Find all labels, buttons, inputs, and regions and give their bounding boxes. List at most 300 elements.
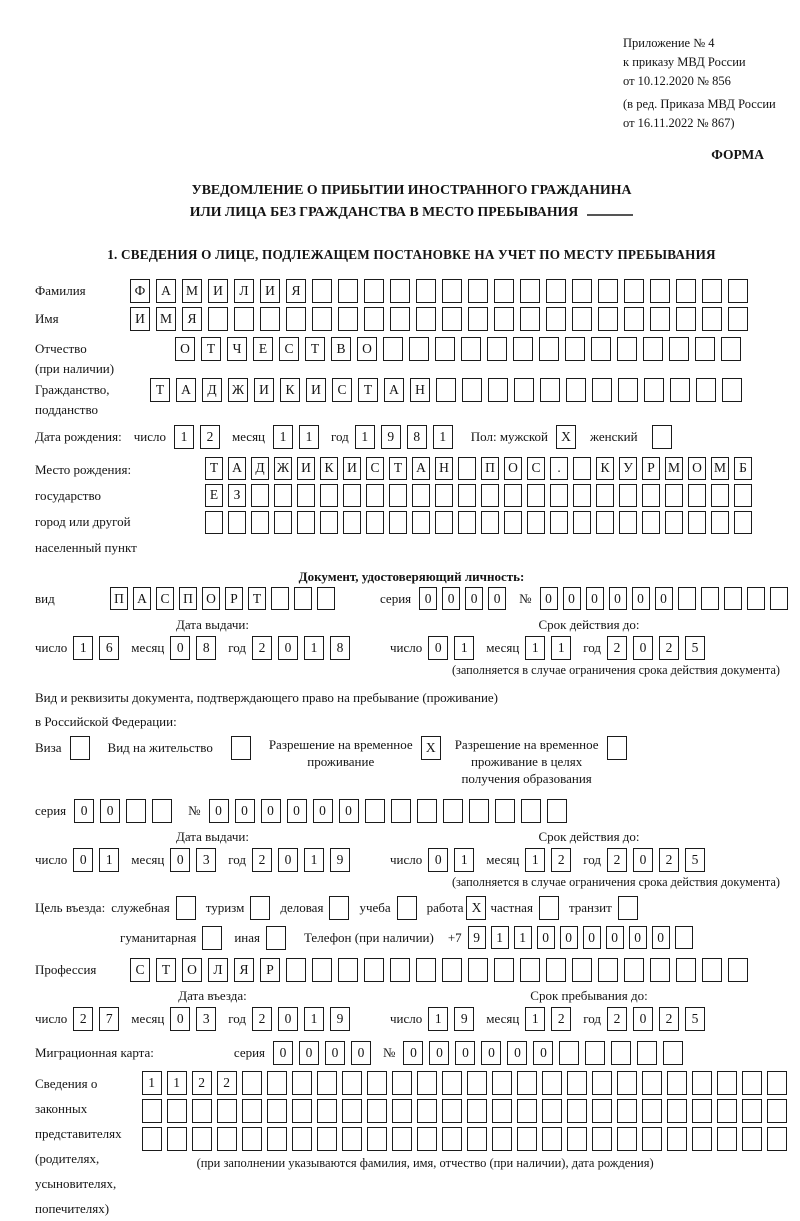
form-cell[interactable]: Р: [642, 457, 660, 480]
form-cell[interactable]: [366, 484, 384, 507]
form-cell[interactable]: 0: [429, 1041, 449, 1065]
form-cell[interactable]: 1: [299, 425, 319, 449]
form-cell[interactable]: [592, 1099, 612, 1123]
form-cell[interactable]: Я: [286, 279, 306, 303]
form-cell[interactable]: [624, 279, 644, 303]
form-cell[interactable]: 1: [525, 1007, 545, 1031]
form-cell[interactable]: [367, 1099, 387, 1123]
form-cell[interactable]: [596, 484, 614, 507]
form-cell[interactable]: 5: [685, 636, 705, 660]
form-cell[interactable]: 1: [454, 848, 474, 872]
form-cell[interactable]: [468, 279, 488, 303]
form-cell[interactable]: [734, 484, 752, 507]
form-cell[interactable]: Д: [251, 457, 269, 480]
form-cell[interactable]: [618, 896, 638, 920]
form-cell[interactable]: Т: [150, 378, 170, 402]
form-cell[interactable]: [467, 1127, 487, 1151]
form-cell[interactable]: [217, 1127, 237, 1151]
form-cell[interactable]: 0: [455, 1041, 475, 1065]
form-cell[interactable]: [767, 1127, 787, 1151]
form-cell[interactable]: [469, 799, 489, 823]
form-cell[interactable]: [228, 511, 246, 534]
form-cell[interactable]: [637, 1041, 657, 1065]
form-cell[interactable]: [192, 1099, 212, 1123]
form-cell[interactable]: А: [384, 378, 404, 402]
form-cell[interactable]: [619, 511, 637, 534]
form-cell[interactable]: [364, 279, 384, 303]
form-cell[interactable]: 9: [381, 425, 401, 449]
form-cell[interactable]: 2: [192, 1071, 212, 1095]
form-cell[interactable]: [520, 958, 540, 982]
form-cell[interactable]: [550, 511, 568, 534]
form-cell[interactable]: [342, 1099, 362, 1123]
form-cell[interactable]: 9: [468, 926, 486, 949]
form-cell[interactable]: 0: [507, 1041, 527, 1065]
form-cell[interactable]: 0: [209, 799, 229, 823]
form-cell[interactable]: [650, 279, 670, 303]
form-cell[interactable]: С: [527, 457, 545, 480]
form-cell[interactable]: [389, 484, 407, 507]
form-cell[interactable]: [540, 378, 560, 402]
form-cell[interactable]: [521, 799, 541, 823]
form-cell[interactable]: [292, 1099, 312, 1123]
form-cell[interactable]: Ж: [228, 378, 248, 402]
form-cell[interactable]: [467, 1099, 487, 1123]
form-cell[interactable]: [559, 1041, 579, 1065]
form-cell[interactable]: И: [208, 279, 228, 303]
form-cell[interactable]: [573, 484, 591, 507]
form-cell[interactable]: [504, 484, 522, 507]
form-cell[interactable]: [565, 337, 585, 361]
form-cell[interactable]: 0: [278, 848, 298, 872]
form-cell[interactable]: .: [550, 457, 568, 480]
form-cell[interactable]: С: [156, 587, 174, 610]
form-cell[interactable]: [342, 1071, 362, 1095]
form-cell[interactable]: [338, 958, 358, 982]
form-cell[interactable]: [481, 484, 499, 507]
form-cell[interactable]: [417, 1099, 437, 1123]
form-cell[interactable]: 0: [428, 636, 448, 660]
form-cell[interactable]: [142, 1127, 162, 1151]
form-cell[interactable]: [728, 307, 748, 331]
form-cell[interactable]: [692, 1071, 712, 1095]
form-cell[interactable]: 1: [428, 1007, 448, 1031]
form-cell[interactable]: М: [665, 457, 683, 480]
form-cell[interactable]: 1: [491, 926, 509, 949]
form-cell[interactable]: 1: [174, 425, 194, 449]
form-cell[interactable]: [202, 926, 222, 950]
form-cell[interactable]: [546, 958, 566, 982]
form-cell[interactable]: [667, 1127, 687, 1151]
form-cell[interactable]: 0: [278, 636, 298, 660]
form-cell[interactable]: [286, 958, 306, 982]
form-cell[interactable]: [412, 484, 430, 507]
form-cell[interactable]: 0: [563, 587, 581, 610]
form-cell[interactable]: [442, 307, 462, 331]
form-cell[interactable]: 2: [73, 1007, 93, 1031]
form-cell[interactable]: 1: [355, 425, 375, 449]
form-cell[interactable]: Р: [260, 958, 280, 982]
form-cell[interactable]: [389, 511, 407, 534]
form-cell[interactable]: 7: [99, 1007, 119, 1031]
form-cell[interactable]: 0: [481, 1041, 501, 1065]
form-cell[interactable]: [550, 484, 568, 507]
form-cell[interactable]: [242, 1071, 262, 1095]
form-cell[interactable]: [417, 1127, 437, 1151]
form-cell[interactable]: 0: [652, 926, 670, 949]
form-cell[interactable]: Л: [208, 958, 228, 982]
form-cell[interactable]: [592, 378, 612, 402]
form-cell[interactable]: Я: [182, 307, 202, 331]
form-cell[interactable]: 0: [170, 636, 190, 660]
form-cell[interactable]: [390, 958, 410, 982]
form-cell[interactable]: 2: [607, 1007, 627, 1031]
form-cell[interactable]: [442, 1099, 462, 1123]
form-cell[interactable]: [717, 1071, 737, 1095]
form-cell[interactable]: О: [202, 587, 220, 610]
form-cell[interactable]: [442, 1127, 462, 1151]
form-cell[interactable]: В: [331, 337, 351, 361]
form-cell[interactable]: 0: [442, 587, 460, 610]
form-cell[interactable]: [343, 484, 361, 507]
form-cell[interactable]: 2: [252, 1007, 272, 1031]
form-cell[interactable]: [392, 1071, 412, 1095]
form-cell[interactable]: С: [279, 337, 299, 361]
form-cell[interactable]: [271, 587, 289, 610]
form-cell[interactable]: 0: [419, 587, 437, 610]
form-cell[interactable]: 0: [488, 587, 506, 610]
form-cell[interactable]: [742, 1071, 762, 1095]
form-cell[interactable]: 0: [170, 848, 190, 872]
form-cell[interactable]: 2: [659, 848, 679, 872]
form-cell[interactable]: [542, 1099, 562, 1123]
form-cell[interactable]: [366, 511, 384, 534]
form-cell[interactable]: [397, 896, 417, 920]
form-cell[interactable]: 0: [339, 799, 359, 823]
form-cell[interactable]: 0: [73, 848, 93, 872]
form-cell[interactable]: Ж: [274, 457, 292, 480]
form-cell[interactable]: 1: [433, 425, 453, 449]
form-cell[interactable]: [742, 1099, 762, 1123]
form-cell[interactable]: [312, 958, 332, 982]
form-cell[interactable]: [458, 457, 476, 480]
form-cell[interactable]: [747, 587, 765, 610]
form-cell[interactable]: [392, 1099, 412, 1123]
form-cell[interactable]: [688, 511, 706, 534]
form-cell[interactable]: 2: [252, 848, 272, 872]
form-cell[interactable]: [320, 484, 338, 507]
form-cell[interactable]: [665, 511, 683, 534]
form-cell[interactable]: [70, 736, 90, 760]
form-cell[interactable]: Б: [734, 457, 752, 480]
form-cell[interactable]: [642, 1127, 662, 1151]
form-cell[interactable]: 8: [407, 425, 427, 449]
form-cell[interactable]: 0: [278, 1007, 298, 1031]
form-cell[interactable]: [462, 378, 482, 402]
form-cell[interactable]: 2: [252, 636, 272, 660]
form-cell[interactable]: 0: [583, 926, 601, 949]
form-cell[interactable]: 0: [261, 799, 281, 823]
form-cell[interactable]: 2: [607, 636, 627, 660]
form-cell[interactable]: X: [421, 736, 441, 760]
form-cell[interactable]: О: [182, 958, 202, 982]
form-cell[interactable]: [517, 1127, 537, 1151]
form-cell[interactable]: О: [688, 457, 706, 480]
form-cell[interactable]: [539, 896, 559, 920]
form-cell[interactable]: [495, 799, 515, 823]
form-cell[interactable]: [717, 1099, 737, 1123]
form-cell[interactable]: [675, 926, 693, 949]
form-cell[interactable]: А: [133, 587, 151, 610]
form-cell[interactable]: 2: [551, 848, 571, 872]
form-cell[interactable]: [663, 1041, 683, 1065]
form-cell[interactable]: [317, 1127, 337, 1151]
form-cell[interactable]: [364, 958, 384, 982]
form-cell[interactable]: [342, 1127, 362, 1151]
form-cell[interactable]: [542, 1071, 562, 1095]
form-cell[interactable]: [650, 958, 670, 982]
form-cell[interactable]: [514, 378, 534, 402]
form-cell[interactable]: 8: [196, 636, 216, 660]
form-cell[interactable]: 8: [330, 636, 350, 660]
form-cell[interactable]: [643, 337, 663, 361]
form-cell[interactable]: [467, 1071, 487, 1095]
form-cell[interactable]: [274, 511, 292, 534]
form-cell[interactable]: [167, 1099, 187, 1123]
form-cell[interactable]: Т: [248, 587, 266, 610]
form-cell[interactable]: [767, 1099, 787, 1123]
form-cell[interactable]: [517, 1071, 537, 1095]
form-cell[interactable]: И: [343, 457, 361, 480]
form-cell[interactable]: [458, 511, 476, 534]
form-cell[interactable]: [442, 1071, 462, 1095]
form-cell[interactable]: [669, 337, 689, 361]
form-cell[interactable]: 0: [465, 587, 483, 610]
form-cell[interactable]: 0: [633, 848, 653, 872]
form-cell[interactable]: 1: [304, 1007, 324, 1031]
form-cell[interactable]: О: [504, 457, 522, 480]
form-cell[interactable]: [624, 958, 644, 982]
form-cell[interactable]: С: [332, 378, 352, 402]
form-cell[interactable]: 5: [685, 848, 705, 872]
form-cell[interactable]: 1: [142, 1071, 162, 1095]
form-cell[interactable]: [546, 279, 566, 303]
form-cell[interactable]: [617, 337, 637, 361]
form-cell[interactable]: [527, 511, 545, 534]
form-cell[interactable]: [192, 1127, 212, 1151]
form-cell[interactable]: [343, 511, 361, 534]
form-cell[interactable]: З: [228, 484, 246, 507]
form-cell[interactable]: [152, 799, 172, 823]
form-cell[interactable]: И: [130, 307, 150, 331]
form-cell[interactable]: [650, 307, 670, 331]
form-cell[interactable]: [539, 337, 559, 361]
form-cell[interactable]: К: [280, 378, 300, 402]
form-cell[interactable]: Ф: [130, 279, 150, 303]
form-cell[interactable]: [317, 1099, 337, 1123]
form-cell[interactable]: С: [130, 958, 150, 982]
form-cell[interactable]: [260, 307, 280, 331]
form-cell[interactable]: С: [366, 457, 384, 480]
form-cell[interactable]: [728, 279, 748, 303]
form-cell[interactable]: [416, 307, 436, 331]
form-cell[interactable]: [267, 1127, 287, 1151]
form-cell[interactable]: 1: [514, 926, 532, 949]
form-cell[interactable]: 1: [273, 425, 293, 449]
form-cell[interactable]: Н: [435, 457, 453, 480]
form-cell[interactable]: [566, 378, 586, 402]
form-cell[interactable]: [338, 307, 358, 331]
form-cell[interactable]: [770, 587, 788, 610]
form-cell[interactable]: 2: [659, 636, 679, 660]
form-cell[interactable]: [711, 484, 729, 507]
form-cell[interactable]: [592, 1071, 612, 1095]
form-cell[interactable]: [688, 484, 706, 507]
form-cell[interactable]: [728, 958, 748, 982]
form-cell[interactable]: [542, 1127, 562, 1151]
form-cell[interactable]: [461, 337, 481, 361]
form-cell[interactable]: [468, 958, 488, 982]
form-cell[interactable]: 1: [525, 636, 545, 660]
form-cell[interactable]: И: [297, 457, 315, 480]
form-cell[interactable]: 0: [74, 799, 94, 823]
form-cell[interactable]: [624, 307, 644, 331]
form-cell[interactable]: 1: [525, 848, 545, 872]
form-cell[interactable]: [436, 378, 456, 402]
form-cell[interactable]: [392, 1127, 412, 1151]
form-cell[interactable]: [670, 378, 690, 402]
form-cell[interactable]: 2: [659, 1007, 679, 1031]
form-cell[interactable]: А: [412, 457, 430, 480]
form-cell[interactable]: И: [254, 378, 274, 402]
form-cell[interactable]: [607, 736, 627, 760]
form-cell[interactable]: [567, 1071, 587, 1095]
form-cell[interactable]: [205, 511, 223, 534]
form-cell[interactable]: [231, 736, 251, 760]
form-cell[interactable]: [676, 958, 696, 982]
form-cell[interactable]: [167, 1127, 187, 1151]
form-cell[interactable]: 2: [551, 1007, 571, 1031]
form-cell[interactable]: 9: [330, 1007, 350, 1031]
form-cell[interactable]: 0: [537, 926, 555, 949]
form-cell[interactable]: [598, 307, 618, 331]
form-cell[interactable]: [642, 1071, 662, 1095]
form-cell[interactable]: [572, 279, 592, 303]
form-cell[interactable]: [702, 307, 722, 331]
form-cell[interactable]: 1: [99, 848, 119, 872]
form-cell[interactable]: [317, 1071, 337, 1095]
form-cell[interactable]: [676, 279, 696, 303]
form-cell[interactable]: [652, 425, 672, 449]
form-cell[interactable]: [642, 484, 660, 507]
form-cell[interactable]: 0: [273, 1041, 293, 1065]
form-cell[interactable]: X: [556, 425, 576, 449]
form-cell[interactable]: 0: [299, 1041, 319, 1065]
form-cell[interactable]: [592, 1127, 612, 1151]
form-cell[interactable]: Д: [202, 378, 222, 402]
form-cell[interactable]: [251, 484, 269, 507]
form-cell[interactable]: [267, 1099, 287, 1123]
form-cell[interactable]: 5: [685, 1007, 705, 1031]
form-cell[interactable]: 0: [609, 587, 627, 610]
form-cell[interactable]: 0: [606, 926, 624, 949]
form-cell[interactable]: [142, 1099, 162, 1123]
form-cell[interactable]: [367, 1071, 387, 1095]
form-cell[interactable]: [312, 307, 332, 331]
form-cell[interactable]: 0: [428, 848, 448, 872]
form-cell[interactable]: О: [175, 337, 195, 361]
form-cell[interactable]: [619, 484, 637, 507]
form-cell[interactable]: [250, 896, 270, 920]
form-cell[interactable]: [367, 1127, 387, 1151]
form-cell[interactable]: [546, 307, 566, 331]
form-cell[interactable]: [390, 279, 410, 303]
form-cell[interactable]: [492, 1071, 512, 1095]
form-cell[interactable]: 0: [235, 799, 255, 823]
form-cell[interactable]: [767, 1071, 787, 1095]
form-cell[interactable]: [251, 511, 269, 534]
form-cell[interactable]: [435, 511, 453, 534]
form-cell[interactable]: X: [466, 896, 486, 920]
form-cell[interactable]: 0: [533, 1041, 553, 1065]
form-cell[interactable]: П: [179, 587, 197, 610]
form-cell[interactable]: Ч: [227, 337, 247, 361]
form-cell[interactable]: И: [260, 279, 280, 303]
form-cell[interactable]: 2: [607, 848, 627, 872]
form-cell[interactable]: [294, 587, 312, 610]
form-cell[interactable]: [390, 307, 410, 331]
form-cell[interactable]: [692, 1099, 712, 1123]
form-cell[interactable]: [292, 1127, 312, 1151]
form-cell[interactable]: 0: [632, 587, 650, 610]
form-cell[interactable]: [494, 307, 514, 331]
form-cell[interactable]: О: [357, 337, 377, 361]
form-cell[interactable]: [297, 511, 315, 534]
form-cell[interactable]: [365, 799, 385, 823]
form-cell[interactable]: [644, 378, 664, 402]
form-cell[interactable]: М: [711, 457, 729, 480]
form-cell[interactable]: [642, 1099, 662, 1123]
form-cell[interactable]: [711, 511, 729, 534]
form-cell[interactable]: [642, 511, 660, 534]
form-cell[interactable]: У: [619, 457, 637, 480]
form-cell[interactable]: [176, 896, 196, 920]
form-cell[interactable]: [443, 799, 463, 823]
form-cell[interactable]: [591, 337, 611, 361]
form-cell[interactable]: [126, 799, 146, 823]
form-cell[interactable]: [481, 511, 499, 534]
form-cell[interactable]: 1: [304, 636, 324, 660]
form-cell[interactable]: [717, 1127, 737, 1151]
form-cell[interactable]: 0: [586, 587, 604, 610]
form-cell[interactable]: Е: [253, 337, 273, 361]
form-cell[interactable]: [517, 1099, 537, 1123]
form-cell[interactable]: 9: [454, 1007, 474, 1031]
form-cell[interactable]: [286, 307, 306, 331]
form-cell[interactable]: [317, 587, 335, 610]
form-cell[interactable]: Т: [205, 457, 223, 480]
form-cell[interactable]: [292, 1071, 312, 1095]
form-cell[interactable]: [329, 896, 349, 920]
form-cell[interactable]: А: [176, 378, 196, 402]
form-cell[interactable]: [274, 484, 292, 507]
form-cell[interactable]: [598, 279, 618, 303]
form-cell[interactable]: [412, 511, 430, 534]
form-cell[interactable]: [409, 337, 429, 361]
form-cell[interactable]: [572, 307, 592, 331]
form-cell[interactable]: [695, 337, 715, 361]
form-cell[interactable]: [520, 279, 540, 303]
